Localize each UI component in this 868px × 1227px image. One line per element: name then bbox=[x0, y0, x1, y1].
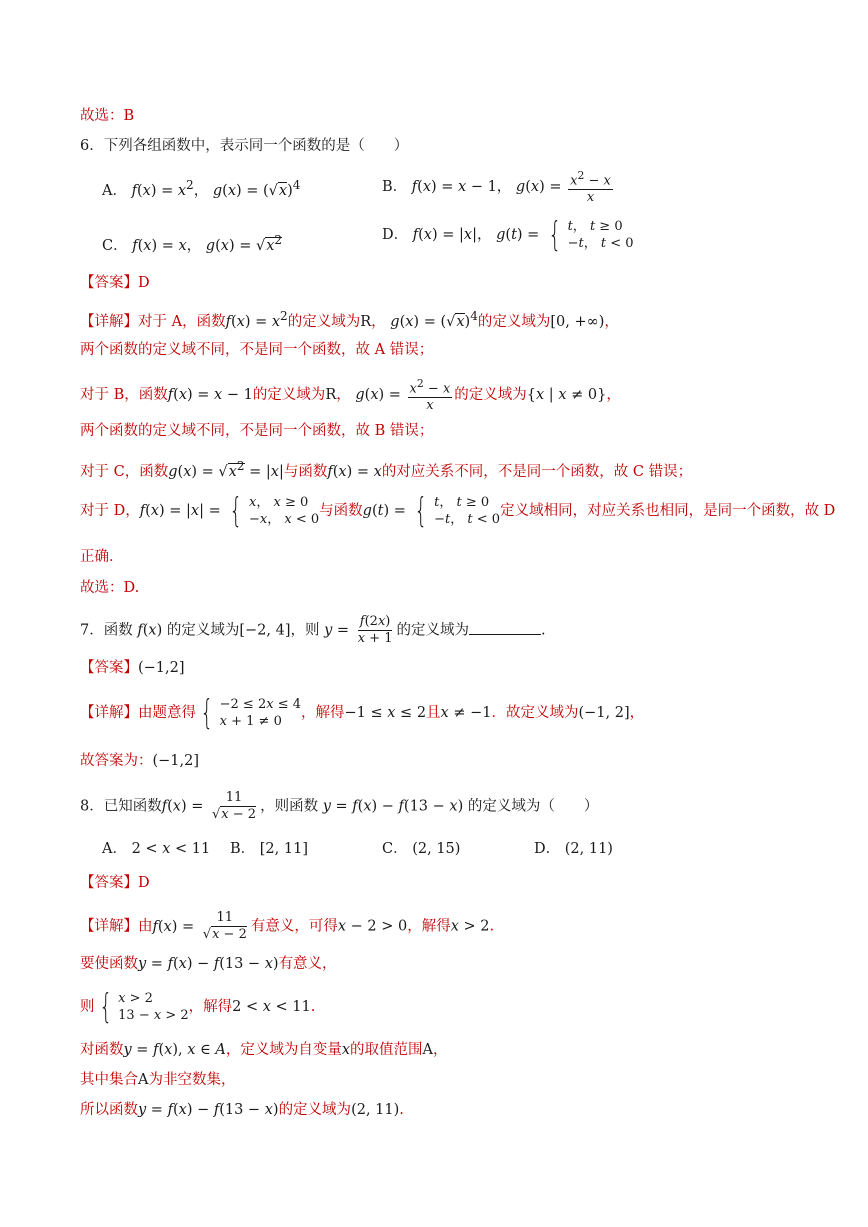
q6-detail-6: 对于 D，f(x) = |x| = { x， x ≥ 0 −x， x < 0 与函数g(t) = { t， t ≥ 0 −t， t < 0 定义域相同，对应关系也相同，是同一个函数，故 D bbox=[80, 491, 836, 531]
q8-detail-6: 所以函数y = f(x) − f(13 − x)的定义域为(2, 11). bbox=[80, 1102, 404, 1118]
q8-detail-2: 要使函数y = f(x) − f(13 − x)有意义， bbox=[80, 956, 337, 972]
q8-option-d: D． (2, 11) bbox=[534, 841, 613, 857]
q6-answer: 【答案】D bbox=[80, 275, 150, 291]
q6-option-d: D． f(x) = |x|， g(t) = { t， t ≥ 0 −t， t < 0 bbox=[382, 215, 634, 255]
q6-detail-7: 正确． bbox=[80, 549, 124, 565]
q8-stem: 8．已知函数f(x) = $\frac{11}{√x - 2}$ ，则函数 y = f(x) − f(13 − x) 的定义域为（ ） bbox=[80, 790, 599, 822]
q6-option-a: A． $f(x) = x^2$， $g(x) = (√x)^4$ bbox=[102, 178, 301, 199]
answer-blank bbox=[469, 620, 541, 635]
q6-final: 故选：D. bbox=[80, 580, 140, 596]
q8-answer: 【答案】D bbox=[80, 875, 150, 891]
q6-detail-5: 对于 C，函数$g(x) = √x^2 = |x|$与函数f(x) = x的对应关系不同，不是同一个函数，故 C 错误； bbox=[80, 459, 693, 480]
q8-detail-5: 其中集合A为非空数集， bbox=[80, 1072, 236, 1088]
q8-detail-1: 【详解】由f(x) = $\frac{11}{√x - 2}$ 有意义，可得x − 2 > 0，解得x > 2. bbox=[80, 910, 495, 942]
q5-final: 故选：B bbox=[80, 108, 135, 124]
q7-detail: 【详解】由题意得 { −2 ≤ 2x ≤ 4 x + 1 ≠ 0 ，解得−1 ≤ x ≤ 2且x ≠ −1．故定义域为(−1, 2]， bbox=[80, 693, 645, 733]
q6-stem: 6．下列各组函数中，表示同一个函数的是（ ） bbox=[80, 138, 409, 154]
q6-option-b: B． f(x) = x − 1， g(x) = $\frac{x^2 - x}{x}$ bbox=[382, 169, 611, 206]
q7-stem: 7．函数 f(x) 的定义域为[−2, 4]，则 y = $\frac{f(2x)}{x + 1}$ 的定义域为 . bbox=[80, 614, 546, 646]
q8-detail-4: 对函数y = f(x), x ∈ A，定义域为自变量x的取值范围A， bbox=[80, 1042, 448, 1058]
q6-detail-3: 对于 B，函数f(x) = x − 1的定义域为R， g(x) = $\frac{x^2 - x}{x}$ 的定义域为{x | x ≠ 0}， bbox=[80, 377, 621, 414]
q8-option-a: A． 2 < x < 11 bbox=[102, 841, 211, 857]
q8-option-c: C． (2, 15) bbox=[382, 841, 461, 857]
q6-option-c: C． f(x) = x， $g(x) = √x^2$ bbox=[102, 233, 283, 254]
q6-detail-1: 【详解】对于 A，函数$f(x) = x^2$的定义域为R， $g(x) = (√x)^4$的定义域为[0, +∞)， bbox=[80, 309, 619, 330]
q8-detail-3: 则 { x > 2 13 − x > 2 ，解得2 < x < 11. bbox=[80, 987, 316, 1027]
q6-detail-2: 两个函数的定义域不同，不是同一个函数，故 A 错误； bbox=[80, 342, 434, 358]
q8-option-b: B． [2, 11] bbox=[230, 841, 308, 857]
q7-final: 故答案为：(−1,2] bbox=[80, 753, 200, 769]
q7-answer: 【答案】(−1,2] bbox=[80, 660, 185, 676]
q6-detail-4: 两个函数的定义域不同，不是同一个函数，故 B 错误； bbox=[80, 423, 434, 439]
